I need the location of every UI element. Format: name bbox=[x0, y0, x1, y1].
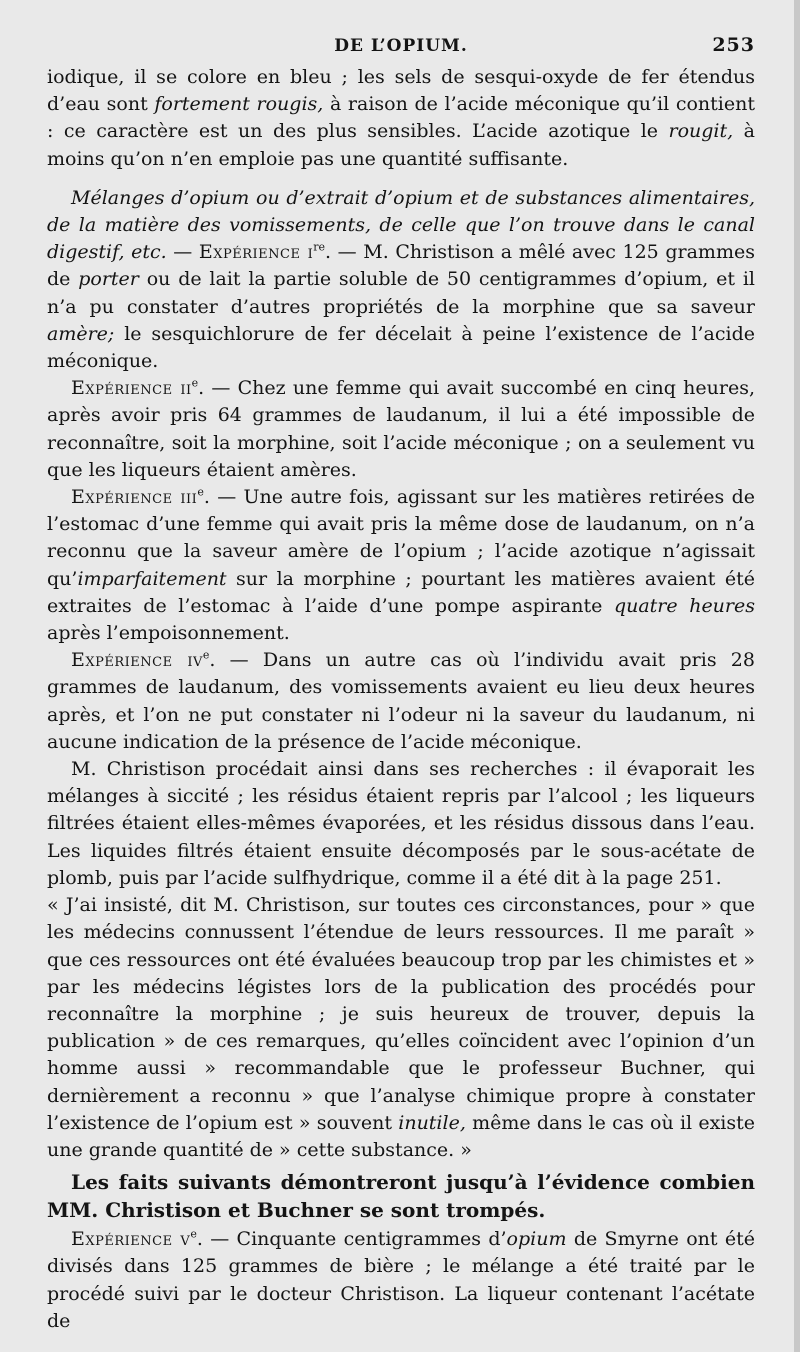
italic-text: opium bbox=[506, 1228, 567, 1251]
experience-number: iii bbox=[172, 486, 198, 509]
page-number: 253 bbox=[712, 34, 755, 56]
experience-label: Expérience bbox=[71, 377, 173, 400]
text-span: . — M. Christison a mêlé avec 125 grammes de bbox=[47, 241, 755, 291]
italic-text: fortement rougis, bbox=[154, 93, 324, 116]
block-quote bbox=[47, 892, 755, 1164]
text-block bbox=[47, 32, 755, 1335]
running-header bbox=[47, 32, 755, 64]
ordinal-suffix: e bbox=[191, 376, 199, 390]
italic-text: amère; bbox=[47, 322, 115, 345]
text-span: même dans le cas où il existe une grande quantité de » cette substance. » bbox=[47, 1111, 755, 1161]
paragraph-experience-3 bbox=[47, 484, 755, 647]
italic-text: imparfaitement bbox=[77, 567, 227, 590]
experience-label: Expérience bbox=[71, 649, 173, 672]
paragraph-experience-5 bbox=[47, 1226, 755, 1335]
ordinal-suffix: e bbox=[190, 1227, 197, 1241]
running-title: DE L’OPIUM. bbox=[334, 36, 468, 56]
italic-text: inutile, bbox=[398, 1111, 466, 1134]
text-span: ou de lait la partie soluble de 50 centigrammes d’opium, et il n’a pu constater d’autres propriétés de la morphine que sa saveur bbox=[47, 268, 755, 318]
text-span: le sesquichlorure de fer décelait à peine l’existence de l’acide méconique. bbox=[47, 322, 755, 373]
text-span: . — Cinquante centigrammes d’ bbox=[196, 1228, 507, 1251]
experience-number: ii bbox=[172, 377, 192, 400]
text-span: de Smyrne ont été divisés dans 125 grammes de bière ; le mélange a été traité par le procédé suivi par le docteur Christison. La liqueur contenant l’acétate de bbox=[47, 1228, 755, 1332]
italic-text: quatre heures bbox=[613, 594, 755, 617]
experience-number: i bbox=[300, 241, 314, 264]
text-span: — bbox=[166, 241, 199, 264]
paragraph-melanges bbox=[47, 185, 755, 375]
italic-text: porter bbox=[78, 268, 139, 291]
ordinal-suffix: e bbox=[202, 648, 210, 662]
paragraph-conclusion: Les faits suivants démontreront jusqu’à l’évidence combien MM. Christison et Buchner se sont trompés. bbox=[47, 1170, 755, 1223]
experience-label: Expérience bbox=[71, 486, 173, 509]
paragraph-experience-4 bbox=[47, 647, 755, 756]
paragraph-experience-2 bbox=[47, 375, 755, 484]
ordinal-suffix: re bbox=[313, 240, 326, 254]
text-span: après l’empoisonnement. bbox=[47, 622, 290, 645]
text-span: à raison de l’acide méconique qu’il contient : ce caractère est un des plus sensibles. L’acide azotique le bbox=[47, 93, 755, 143]
text-span: . — Chez une femme qui avait succombé en cinq heures, après avoir pris 64 grammes de laudanum, il lui a été impossible de reconnaître, soit la morphine, soit l’acide méconique ; on a seulement vu que les liqueurs étaient amères. bbox=[47, 377, 755, 481]
text-span: sur la morphine ; pourtant les matières avaient été extraites de l’estomac à l’aide d’une pompe aspirante bbox=[47, 567, 755, 617]
italic-text: rougit, bbox=[668, 120, 734, 143]
text-span: « J’ai insisté, dit M. Christison, sur toutes ces circonstances, pour » que les médecins connussent l’étendue de leurs ressources. Il me paraît » que ces ressources ont été évaluées beaucoup trop par les chimistes et » par les médecins légistes lors de la publication des procédés pour reconnaître la morphine ; je suis heureux de trouver, depuis la publication » de ces remarques, qu’elles coïncident avec l’opinion d’un homme aussi » recommandable que le professeur Buchner, qui dernièrement a reconnu » que l’analyse chimique propre à constater l’existence de l’opium est » souvent bbox=[47, 894, 755, 1134]
text-span: . — Une autre fois, agissant sur les matières retirées de l’estomac d’une femme qui avait pris la même dose de laudanum, on n’a reconnu que la saveur amère de l’opium ; l’acide azotique n’agissait qu’ bbox=[47, 486, 755, 590]
text-span: . — Dans un autre cas où l’individu avait pris 28 grammes de laudanum, des vomissements avaient eu lieu deux heures après, et l’on ne put constater ni l’odeur ni la saveur du laudanum, ni aucune indication de la présence de l’acide méconique. bbox=[47, 649, 755, 753]
text-span: à moins qu’on n’en emploie pas une quantité suffisante. bbox=[47, 120, 755, 170]
section-heading-italic: Mélanges d’opium ou d’extrait d’opium et de substances alimentaires, de la matière des vomissements, de celle que l’on trouve dans le canal digestif, etc. bbox=[47, 186, 755, 264]
experience-number: iv bbox=[172, 649, 203, 672]
paragraph-continuation bbox=[47, 64, 755, 173]
paragraph-christison-method: M. Christison procédait ainsi dans ses recherches : il évaporait les mélanges à siccité ; les résidus étaient repris par l’alcool ; les liqueurs filtrées étaient elles-mêmes évaporées, et les résidus dissous dans l’eau. Les liquides filtrés étaient ensuite décomposés par le sous-acétate de plomb, puis par l’acide sulfhydrique, comme il a été dit à la page 251. bbox=[47, 758, 755, 889]
experience-label: Expérience bbox=[198, 241, 301, 264]
experience-number: v bbox=[172, 1228, 191, 1251]
experience-label: Expérience bbox=[71, 1228, 173, 1251]
ordinal-suffix: e bbox=[197, 485, 204, 499]
text-span: iodique, il se colore en bleu ; les sels de sesqui-oxyde de fer étendus d’eau sont bbox=[47, 66, 755, 116]
quote-paragraph bbox=[47, 892, 755, 1164]
